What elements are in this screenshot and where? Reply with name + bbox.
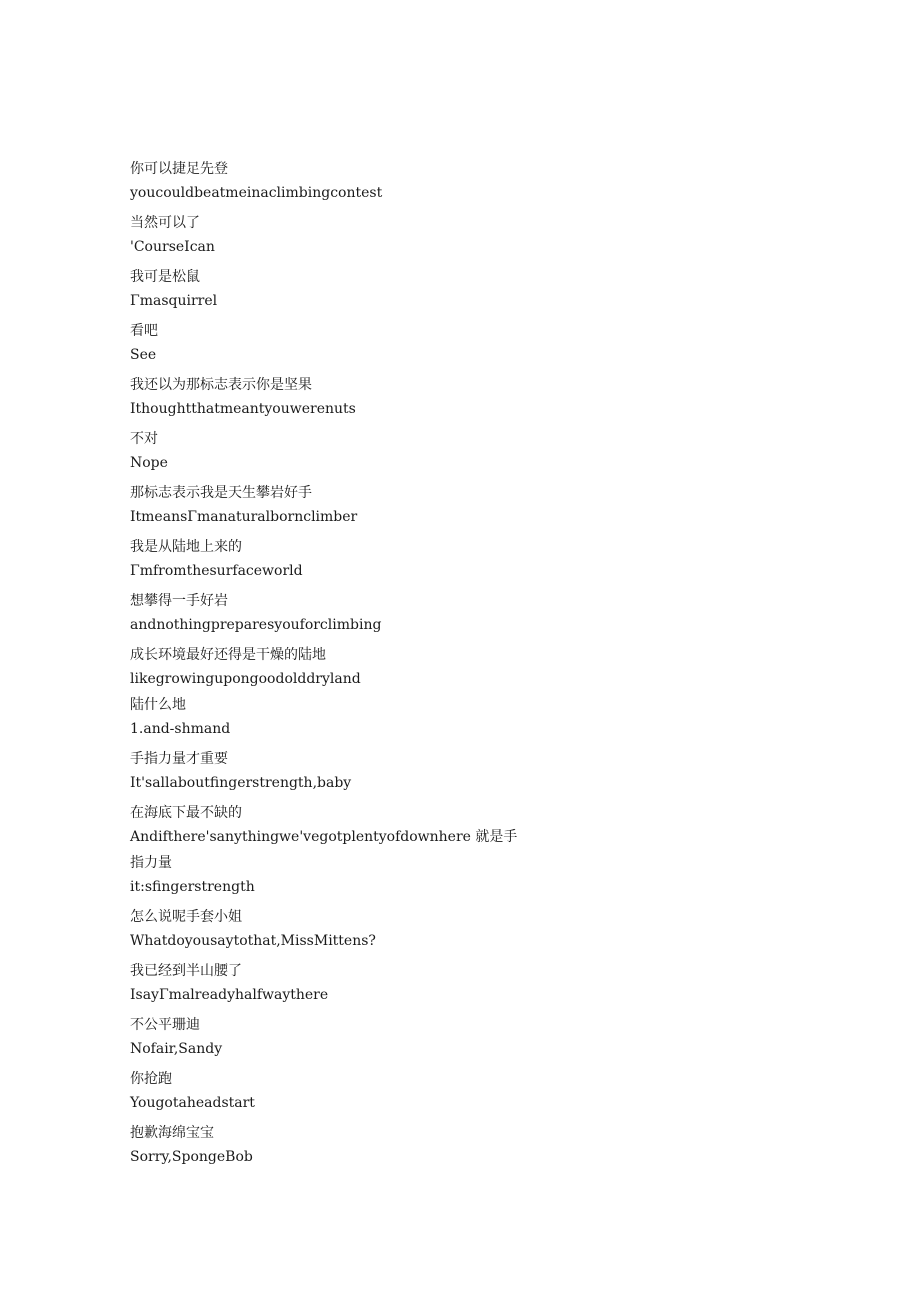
line-en: andnothingpreparesyouforclimbing [130, 617, 382, 633]
line-en: Andifthere'sanythingwe'vegotplentyofdownhere 就是手 [130, 829, 518, 845]
line-en: See [130, 347, 157, 363]
line-zh: 你可以捷足先登 [130, 161, 228, 177]
line-zh: 手指力量才重要 [130, 751, 228, 767]
line-en: IsayΓmalreadyhalfwaythere [130, 987, 329, 1003]
line-zh: 我是从陆地上来的 [130, 539, 242, 555]
line-zh: 当然可以了 [130, 215, 200, 231]
line-zh: 陆什么地 [130, 697, 186, 713]
line-en: Nope [130, 455, 168, 471]
line-zh: 怎么说呢手套小姐 [130, 909, 242, 925]
line-zh: 我已经到半山腰了 [130, 963, 242, 979]
line-en: Γmfromthesurfaceworld [130, 563, 303, 579]
line-en: Nofair,Sandy [130, 1041, 223, 1057]
line-en: It'sallaboutfingerstrength,baby [130, 775, 352, 791]
line-zh: 不公平珊迪 [130, 1017, 200, 1033]
subtitle-transcript [130, 156, 530, 1174]
line-en: ItmeansΓmanaturalbornclimber [130, 509, 358, 525]
line-zh: 抱歉海绵宝宝 [130, 1125, 214, 1141]
line-zh: 看吧 [130, 323, 158, 339]
line-en: youcouldbeatmeinaclimbingcontest [130, 185, 383, 201]
line-zh: 我还以为那标志表示你是坚果 [130, 377, 312, 393]
line-zh: 想攀得一手好岩 [130, 593, 228, 609]
line-zh: 指力量 [130, 855, 172, 871]
line-zh: 你抢跑 [130, 1071, 172, 1087]
line-en: 'CourseIcan [130, 239, 215, 255]
line-zh: 在海底下最不缺的 [130, 805, 242, 821]
line-en: 1.and-shmand [130, 721, 231, 737]
line-zh: 那标志表示我是天生攀岩好手 [130, 485, 312, 501]
line-en: likegrowingupongoodolddryland [130, 671, 361, 687]
line-zh: 成长环境最好还得是干燥的陆地 [130, 647, 326, 663]
line-en: it:sfingerstrength [130, 879, 255, 895]
line-en: Sorry,SpongeBob [130, 1149, 253, 1165]
line-en: Ithoughtthatmeantyouwerenuts [130, 401, 356, 417]
line-en: Γmasquirrel [130, 293, 218, 309]
line-zh: 我可是松鼠 [130, 269, 200, 285]
line-en: Whatdoyousaytothat,MissMittens? [130, 933, 376, 949]
line-zh: 不对 [130, 431, 158, 447]
line-en: Yougotaheadstart [130, 1095, 255, 1111]
